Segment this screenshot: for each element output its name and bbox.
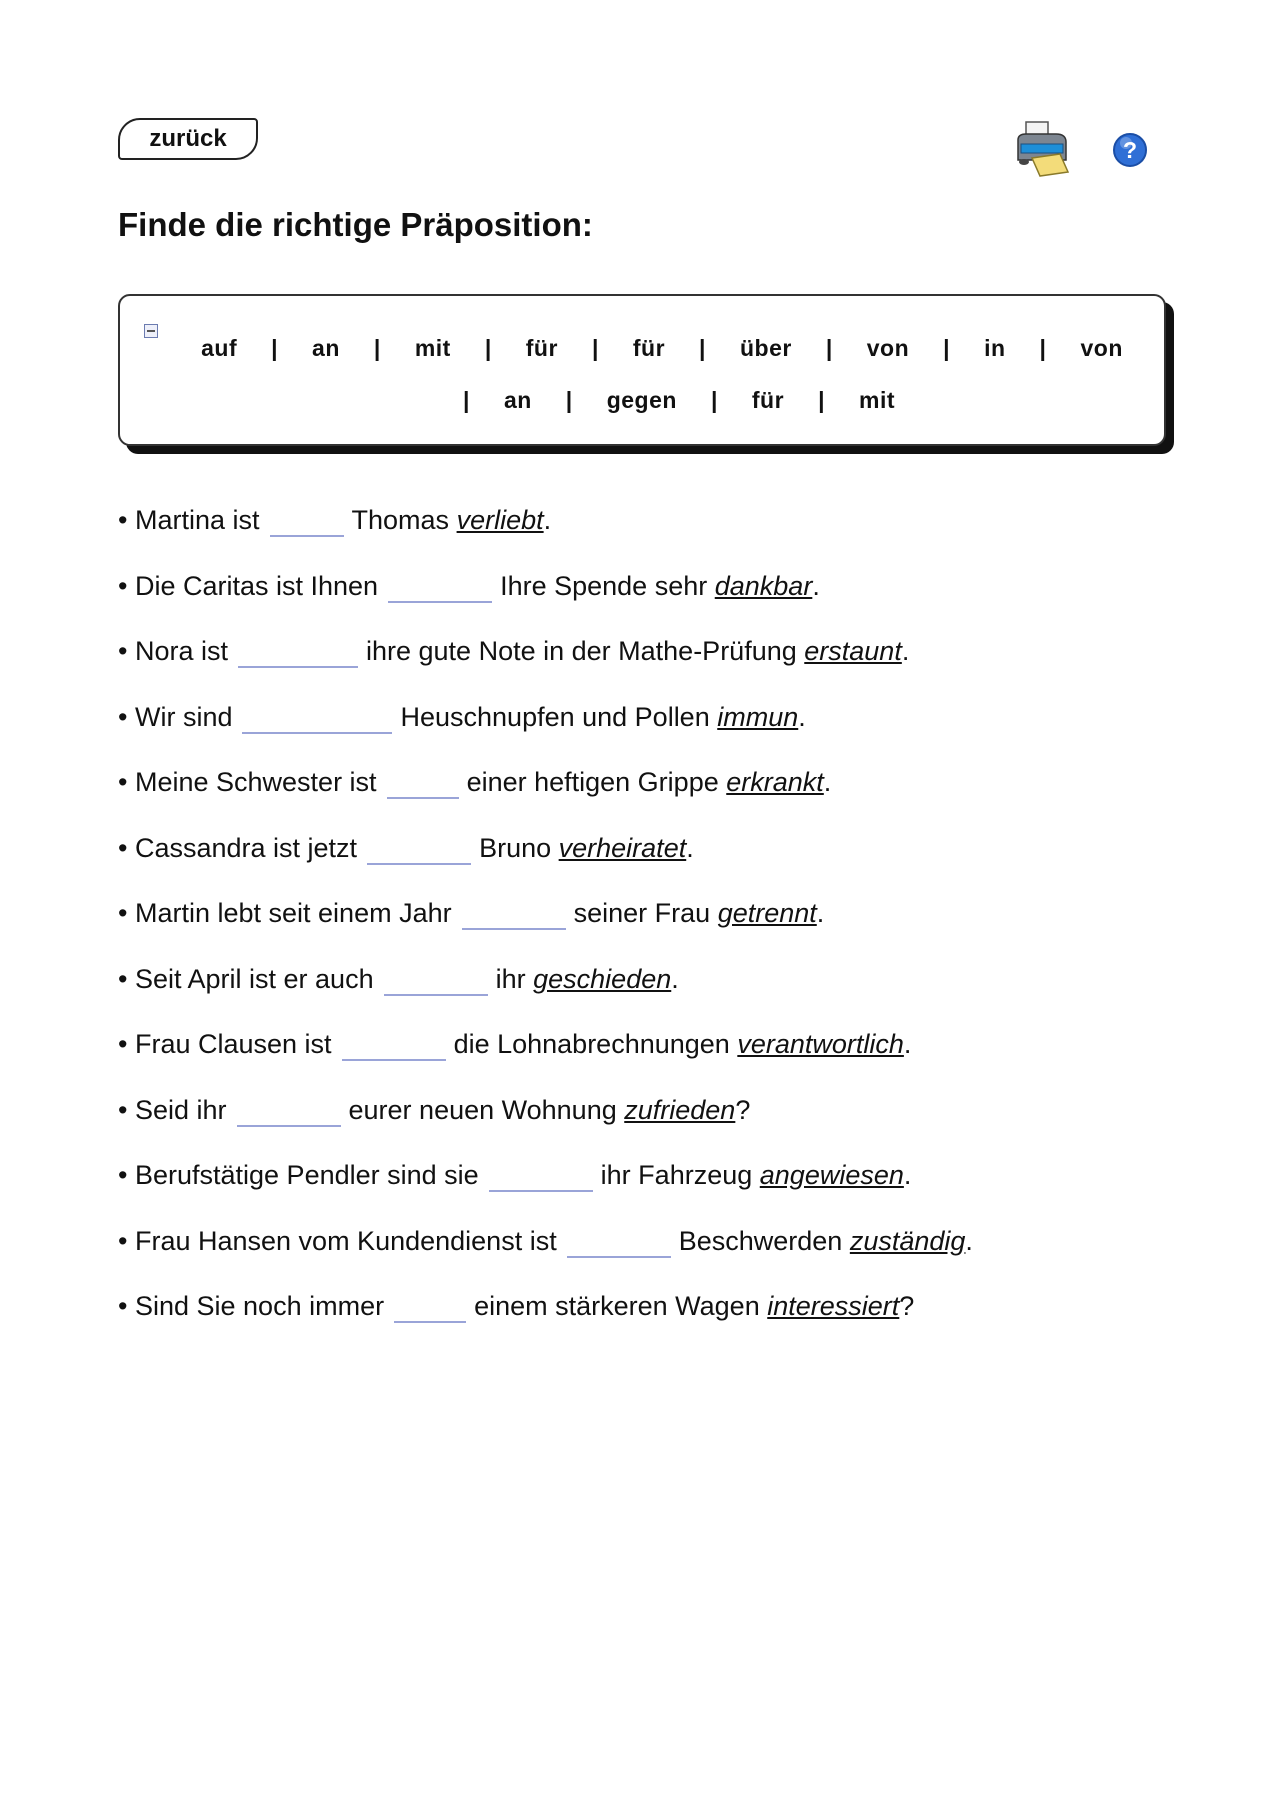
sentence-middle: Bruno xyxy=(479,832,552,863)
sentence-middle: einem stärkeren Wagen xyxy=(474,1291,760,1321)
sentence-start: Die Caritas ist Ihnen xyxy=(134,570,379,601)
sentence-item xyxy=(118,505,973,571)
answer-input[interactable] xyxy=(242,706,392,734)
sentence-item xyxy=(118,1226,973,1292)
printer-icon[interactable] xyxy=(1012,118,1072,178)
keyword-adjective: verantwortlich xyxy=(737,1029,904,1059)
bullet: • xyxy=(118,832,128,863)
sentence-end: . xyxy=(965,1225,973,1256)
bullet: • xyxy=(118,570,128,601)
sentence-start: Seid ihr xyxy=(134,1094,227,1125)
answer-input[interactable] xyxy=(387,771,459,799)
sentence-end: . xyxy=(903,1160,912,1190)
page-title: Finde die richtige Präposition: xyxy=(118,206,593,243)
svg-text:?: ? xyxy=(1122,137,1138,163)
answer-input[interactable] xyxy=(489,1164,593,1192)
sentence-item xyxy=(118,964,973,1030)
bullet: • xyxy=(118,963,128,994)
answer-input[interactable] xyxy=(567,1230,671,1258)
word-option[interactable]: über xyxy=(739,335,792,361)
keyword-adjective: dankbar xyxy=(714,570,813,601)
sentence-end: . xyxy=(816,898,825,928)
word-option[interactable]: für xyxy=(751,387,785,413)
word-option[interactable]: an xyxy=(503,387,532,413)
sentence-item xyxy=(118,1291,973,1357)
word-separator: | xyxy=(373,335,381,361)
sentence-start: Cassandra ist jetzt xyxy=(134,832,358,863)
sentence-start: Nora ist xyxy=(134,636,228,666)
sentence-middle: eurer neuen Wohnung xyxy=(348,1094,617,1125)
sentence-start: Seit April ist er auch xyxy=(134,963,374,994)
sentence-end: ? xyxy=(899,1291,915,1321)
keyword-adjective: angewiesen xyxy=(759,1160,904,1190)
sentence-item xyxy=(118,571,973,637)
sentence-item xyxy=(118,702,973,768)
answer-input[interactable] xyxy=(237,1099,341,1127)
sentence-end: . xyxy=(798,701,806,732)
word-separator: | xyxy=(463,387,470,413)
sentence-middle: Beschwerden xyxy=(678,1225,843,1256)
bullet: • xyxy=(118,1225,128,1256)
word-separator: | xyxy=(591,335,599,361)
exercise-list xyxy=(118,505,973,1357)
sentence-start: Martin lebt seit einem Jahr xyxy=(134,898,452,928)
word-option[interactable]: an xyxy=(312,335,340,361)
word-option[interactable]: gegen xyxy=(606,387,677,413)
sentence-start: Berufstätige Pendler sind sie xyxy=(134,1160,479,1190)
sentence-start: Sind Sie noch immer xyxy=(134,1291,385,1321)
answer-input[interactable] xyxy=(394,1295,466,1323)
keyword-adjective: geschieden xyxy=(533,963,672,994)
sentence-item xyxy=(118,1095,973,1161)
sentence-item xyxy=(118,767,973,833)
sentence-item xyxy=(118,898,973,964)
word-separator: | xyxy=(818,387,825,413)
sentence-item xyxy=(118,833,973,899)
keyword-adjective: verliebt xyxy=(456,505,544,535)
keyword-adjective: immun xyxy=(717,701,799,732)
sentence-end: . xyxy=(903,1029,912,1059)
word-separator: | xyxy=(710,387,718,413)
word-option[interactable]: von xyxy=(866,335,910,361)
keyword-adjective: zuständig xyxy=(849,1225,966,1256)
sentence-end: . xyxy=(671,963,679,994)
answer-input[interactable] xyxy=(462,902,566,930)
bullet: • xyxy=(118,636,128,666)
answer-input[interactable] xyxy=(270,509,344,537)
sentence-middle: einer heftigen Grippe xyxy=(466,767,719,797)
word-option[interactable]: mit xyxy=(859,387,895,413)
sentence-end: . xyxy=(823,767,832,797)
word-separator: | xyxy=(484,335,492,361)
word-option[interactable]: in xyxy=(984,335,1006,361)
sentence-end: ? xyxy=(735,1094,751,1125)
sentence-start: Frau Clausen ist xyxy=(134,1029,332,1059)
sentence-middle: Heuschnupfen und Pollen xyxy=(400,701,710,732)
sentence-end: . xyxy=(812,570,820,601)
bullet: • xyxy=(118,767,128,797)
back-button[interactable]: zurück xyxy=(118,118,258,160)
sentence-end: . xyxy=(901,636,910,666)
sentence-start: Wir sind xyxy=(134,701,233,732)
answer-input[interactable] xyxy=(388,575,492,603)
answer-input[interactable] xyxy=(342,1033,446,1061)
bullet: • xyxy=(118,1160,128,1190)
sentence-item xyxy=(118,1160,973,1226)
sentence-middle: Thomas xyxy=(351,505,450,535)
word-bank xyxy=(118,294,1166,446)
keyword-adjective: verheiratet xyxy=(558,832,687,863)
word-option[interactable]: von xyxy=(1080,335,1123,361)
bullet: • xyxy=(118,898,128,928)
answer-input[interactable] xyxy=(384,968,488,996)
word-separator: | xyxy=(1039,335,1047,361)
sentence-end: . xyxy=(686,832,694,863)
answer-input[interactable] xyxy=(367,837,471,865)
keyword-adjective: erstaunt xyxy=(804,636,902,666)
sentence-start: Frau Hansen vom Kundendienst ist xyxy=(134,1225,557,1256)
word-option[interactable]: auf xyxy=(201,335,238,361)
keyword-adjective: zufrieden xyxy=(624,1094,736,1125)
bullet: • xyxy=(118,1291,128,1321)
keyword-adjective: interessiert xyxy=(767,1291,900,1321)
sentence-middle: ihre gute Note in der Mathe-Prüfung xyxy=(366,636,797,666)
sentence-start: Meine Schwester ist xyxy=(134,767,377,797)
bullet: • xyxy=(118,1029,128,1059)
sentence-middle: ihr Fahrzeug xyxy=(600,1160,753,1190)
keyword-adjective: getrennt xyxy=(717,898,817,928)
word-option[interactable]: für xyxy=(525,335,558,361)
answer-input[interactable] xyxy=(238,640,358,668)
word-option[interactable]: mit xyxy=(414,335,451,361)
word-list xyxy=(180,322,1144,426)
word-option[interactable]: für xyxy=(632,335,666,361)
word-separator: | xyxy=(699,335,706,361)
word-separator: | xyxy=(943,335,951,361)
bullet: • xyxy=(118,1094,128,1125)
word-separator: | xyxy=(565,387,573,413)
help-icon[interactable] xyxy=(1112,132,1148,168)
word-separator: | xyxy=(825,335,833,361)
sentence-middle: Ihre Spende sehr xyxy=(500,570,708,601)
sentence-end: . xyxy=(543,505,552,535)
sentence-item xyxy=(118,636,973,702)
bullet: • xyxy=(118,505,128,535)
sentence-start: Martina ist xyxy=(134,505,260,535)
bullet: • xyxy=(118,701,128,732)
sentence-middle: ihr xyxy=(495,963,526,994)
sentence-middle: die Lohnabrechnungen xyxy=(453,1029,730,1059)
keyword-adjective: erkrankt xyxy=(726,767,824,797)
sentence-item xyxy=(118,1029,973,1095)
collapse-icon[interactable] xyxy=(144,324,158,338)
sentence-middle: seiner Frau xyxy=(573,898,711,928)
word-separator: | xyxy=(271,335,279,361)
